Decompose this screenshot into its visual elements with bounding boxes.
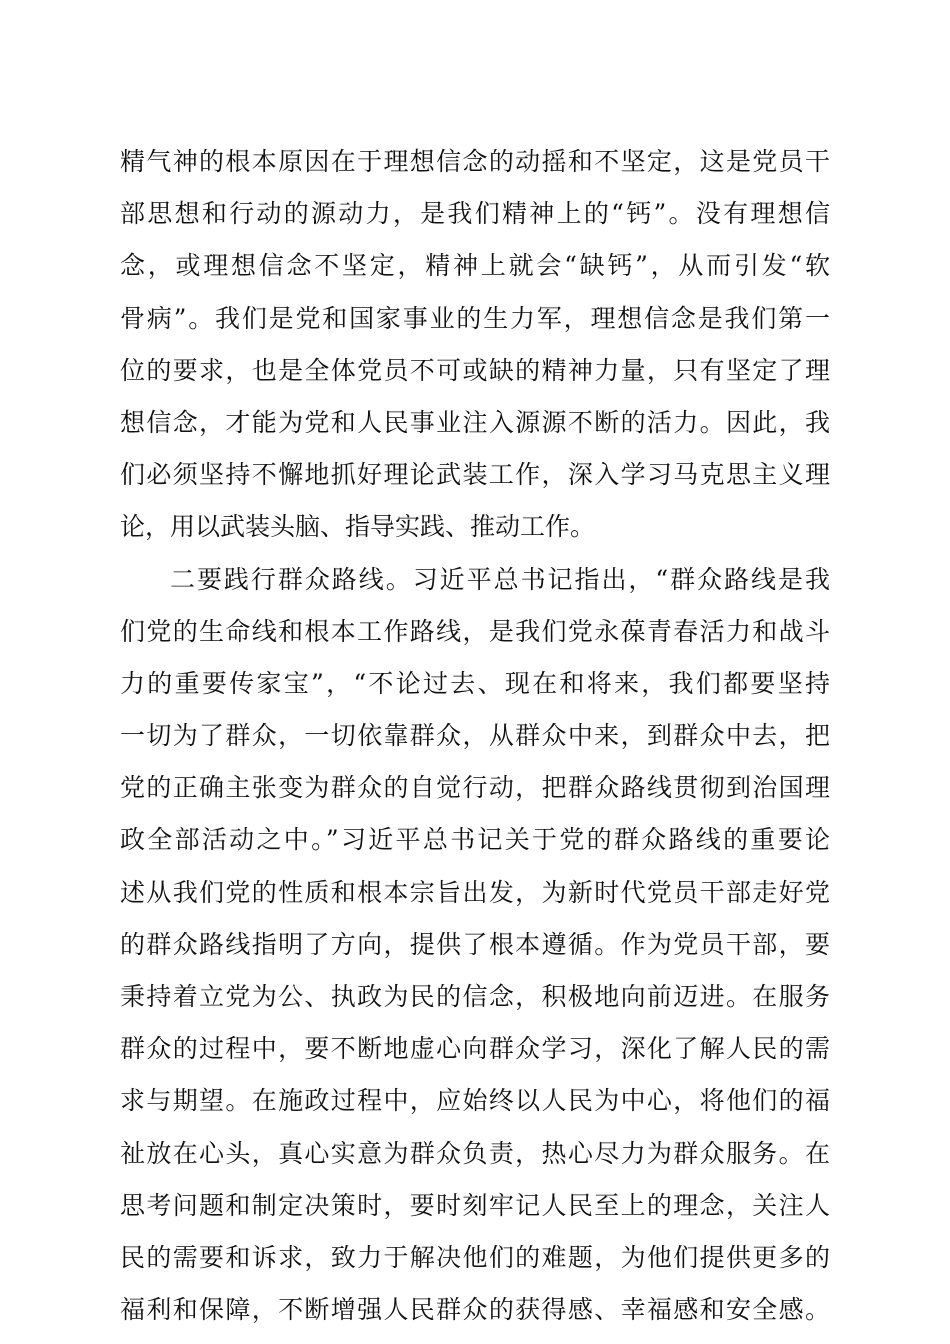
text-line: 精气神的根本原因在于理想信念的动摇和不坚定，这是党员干 <box>120 147 830 176</box>
text-line: 力的重要传家宝”，“不论过去、现在和将来，我们都要坚持 <box>120 668 830 698</box>
text-line: 们必须坚持不懈地抓好理论武装工作，深入学习马克思主义理 <box>120 460 830 490</box>
text-line: 骨病”。我们是党和国家事业的生力军，理想信念是我们第一 <box>120 303 830 333</box>
text-line: 的群众路线指明了方向，提供了根本遵循。作为党员干部，要 <box>120 929 830 959</box>
text-line: 群众的过程中，要不断地虚心向群众学习，深化了解人民的需 <box>120 1034 830 1064</box>
text-line: 部思想和行动的源动力，是我们精神上的“钙”。没有理想信 <box>120 199 830 229</box>
text-line: 们党的生命线和根本工作路线，是我们党永葆青春活力和战斗 <box>120 616 830 646</box>
paragraph-mass-line <box>120 554 830 1337</box>
text-line: 福利和保障，不断增强人民群众的获得感、幸福感和安全感。 <box>120 1295 830 1325</box>
text-line: 政全部活动之中。”习近平总书记关于党的群众路线的重要论 <box>120 825 830 855</box>
body-text <box>120 136 830 1336</box>
text-line: 求与期望。在施政过程中，应始终以人民为中心，将他们的福 <box>120 1086 830 1116</box>
text-line: 秉持着立党为公、执政为民的信念，积极地向前迈进。在服务 <box>120 982 830 1011</box>
text-line: 想信念，才能为党和人民事业注入源源不断的活力。因此，我 <box>120 407 830 437</box>
paragraph-ideals-and-beliefs <box>120 136 830 554</box>
text-line: 祉放在心头，真心实意为群众负责，热心尽力为群众服务。在 <box>120 1138 830 1168</box>
text-line: 位的要求，也是全体党员不可或缺的精神力量，只有坚定了理 <box>120 355 830 385</box>
text-line: 二要践行群众路线。习近平总书记指出，“群众路线是我 <box>170 564 830 594</box>
text-line: 述从我们党的性质和根本宗旨出发，为新时代党员干部走好党 <box>120 877 830 907</box>
text-line: 念，或理想信念不坚定，精神上就会“缺钙”，从而引发“软 <box>120 251 830 281</box>
text-line: 论，用以武装头脑、指导实践、推动工作。 <box>120 512 596 542</box>
text-line: 思考问题和制定决策时，要时刻牢记人民至上的理念，关注人 <box>120 1190 830 1220</box>
text-line: 党的正确主张变为群众的自觉行动，把群众路线贯彻到治国理 <box>120 773 830 803</box>
text-line: 一切为了群众，一切依靠群众，从群众中来，到群众中去，把 <box>120 721 830 751</box>
text-line: 民的需要和诉求，致力于解决他们的难题，为他们提供更多的 <box>120 1242 830 1272</box>
